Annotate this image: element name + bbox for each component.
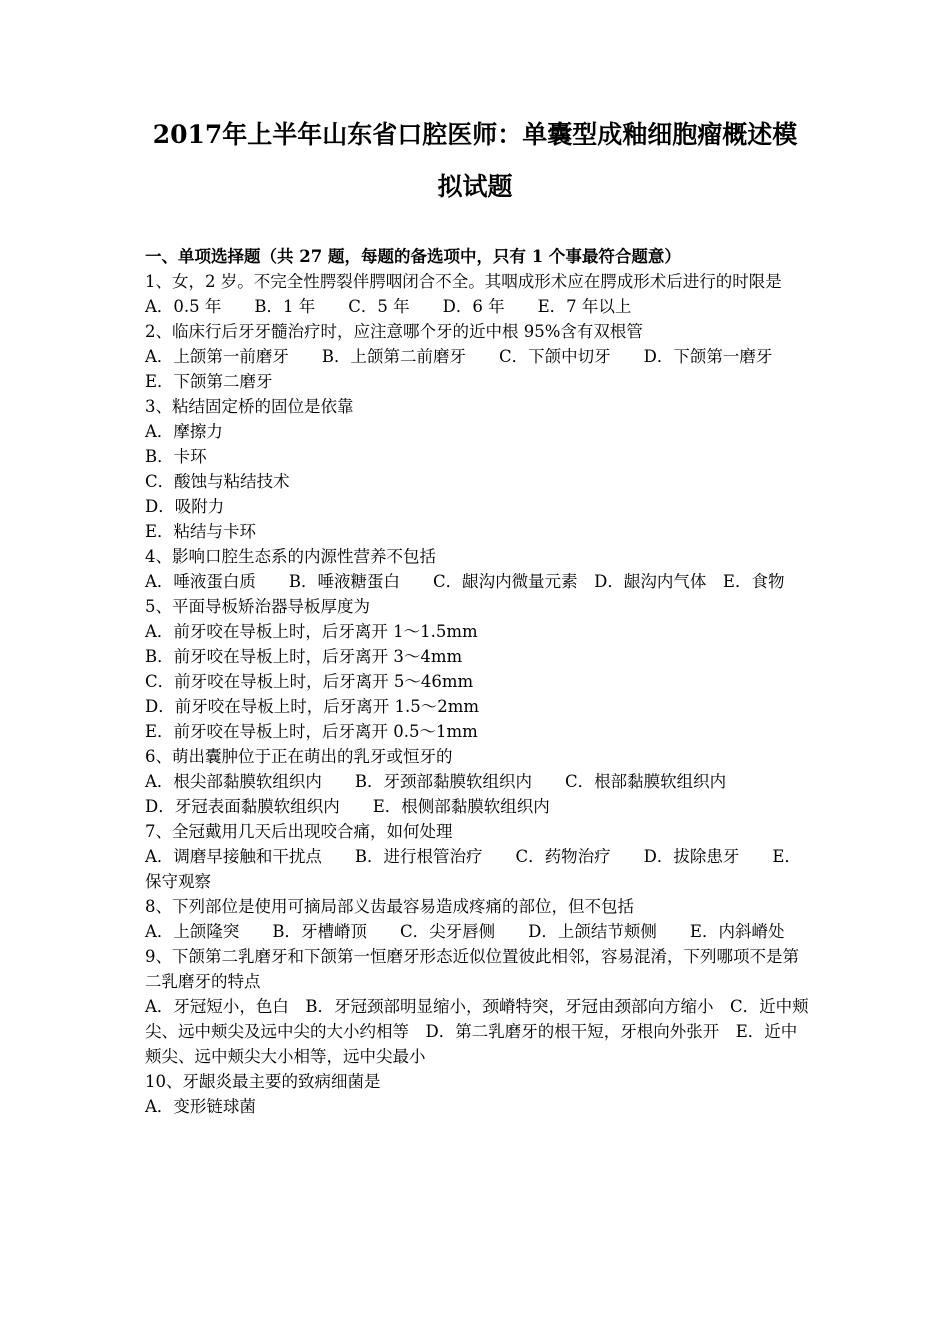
question-6: 6、萌出囊肿位于正在萌出的乳牙或恒牙的 (145, 747, 453, 766)
question-2-options: A．上颌第一前磨牙 B．上颌第二前磨牙 C．下颌中切牙 D．下颌第一磨牙 E．下颌第二磨牙 (145, 347, 806, 391)
question-1-options: A．0.5 年 B．1 年 C．5 年 D．6 年 E．7 年以上 (145, 297, 632, 316)
question-3-option-e: E．粘结与卡环 (145, 522, 257, 541)
question-8-options: A．上颌隆突 B．牙槽嵴顶 C．尖牙唇侧 D．上颌结节颊侧 E．内斜嵴处 (145, 922, 785, 941)
question-5: 5、平面导板矫治器导板厚度为 (145, 597, 370, 616)
document-title-line-1: 2017年上半年山东省口腔医师：单囊型成釉细胞瘤概述模 (152, 120, 798, 149)
question-3: 3、粘结固定桥的固位是依靠 (145, 397, 354, 416)
question-3-option-b: B．卡环 (145, 447, 207, 466)
question-6-options-row-1: A．根尖部黏膜软组织内 B．牙颈部黏膜软组织内 C．根部黏膜软组织内 (145, 772, 727, 791)
question-7: 7、全冠戴用几天后出现咬合痛，如何处理 (145, 822, 453, 841)
question-7-options: A．调磨早接触和干扰点 B．进行根管治疗 C．药物治疗 D．拔除患牙 E．保守观察 (145, 847, 801, 891)
section-header: 一、单项选择题（共 27 题，每题的备选项中，只有 1 个事最符合题意） (145, 247, 681, 266)
question-6-options-row-2: D．牙冠表面黏膜软组织内 E．根侧部黏膜软组织内 (145, 797, 550, 816)
question-3-option-c: C．酸蚀与粘结技术 (145, 472, 290, 491)
question-9: 9、下颌第二乳磨牙和下颌第一恒磨牙形态近似位置彼此相邻，容易混淆，下列哪项不是第二乳磨牙的特点 (145, 947, 799, 991)
question-5-option-c: C．前牙咬在导板上时，后牙离开 5～46mm (145, 672, 474, 691)
question-list (145, 244, 810, 1119)
document-title-line-2: 拟试题 (437, 172, 513, 201)
question-5-option-e: E．前牙咬在导板上时，后牙离开 0.5～1mm (145, 722, 478, 741)
question-8: 8、下列部位是使用可摘局部义齿最容易造成疼痛的部位，但不包括 (145, 897, 634, 916)
question-10-option-a: A．变形链球菌 (145, 1097, 256, 1116)
question-1: 1、女，2 岁。不完全性腭裂伴腭咽闭合不全。其咽成形术应在腭成形术后进行的时限是 (145, 272, 782, 291)
question-3-option-d: D．吸附力 (145, 497, 225, 516)
question-3-option-a: A．摩擦力 (145, 422, 223, 441)
question-2: 2、临床行后牙牙髓治疗时，应注意哪个牙的近中根 95%含有双根管 (145, 322, 643, 341)
question-5-option-b: B．前牙咬在导板上时，后牙离开 3～4mm (145, 647, 463, 666)
question-4-options: A．唾液蛋白质 B．唾液糖蛋白 C．龈沟内微量元素 D．龈沟内气体 E．食物 (145, 572, 785, 591)
question-5-option-d: D．前牙咬在导板上时，后牙离开 1.5～2mm (145, 697, 480, 716)
question-10: 10、牙龈炎最主要的致病细菌是 (145, 1072, 381, 1091)
question-4: 4、影响口腔生态系的内源性营养不包括 (145, 547, 436, 566)
question-5-option-a: A．前牙咬在导板上时，后牙离开 1～1.5mm (145, 622, 478, 641)
question-9-options: A．牙冠短小，色白 B．牙冠颈部明显缩小，颈嵴特突，牙冠由颈部向方缩小 C．近中颊尖、远中颊尖及远中尖的大小约相等 D．第二乳磨牙的根干短，牙根向外张开 E．近中颊尖、远中颊尖大小相等，远中尖最小 (145, 997, 809, 1066)
